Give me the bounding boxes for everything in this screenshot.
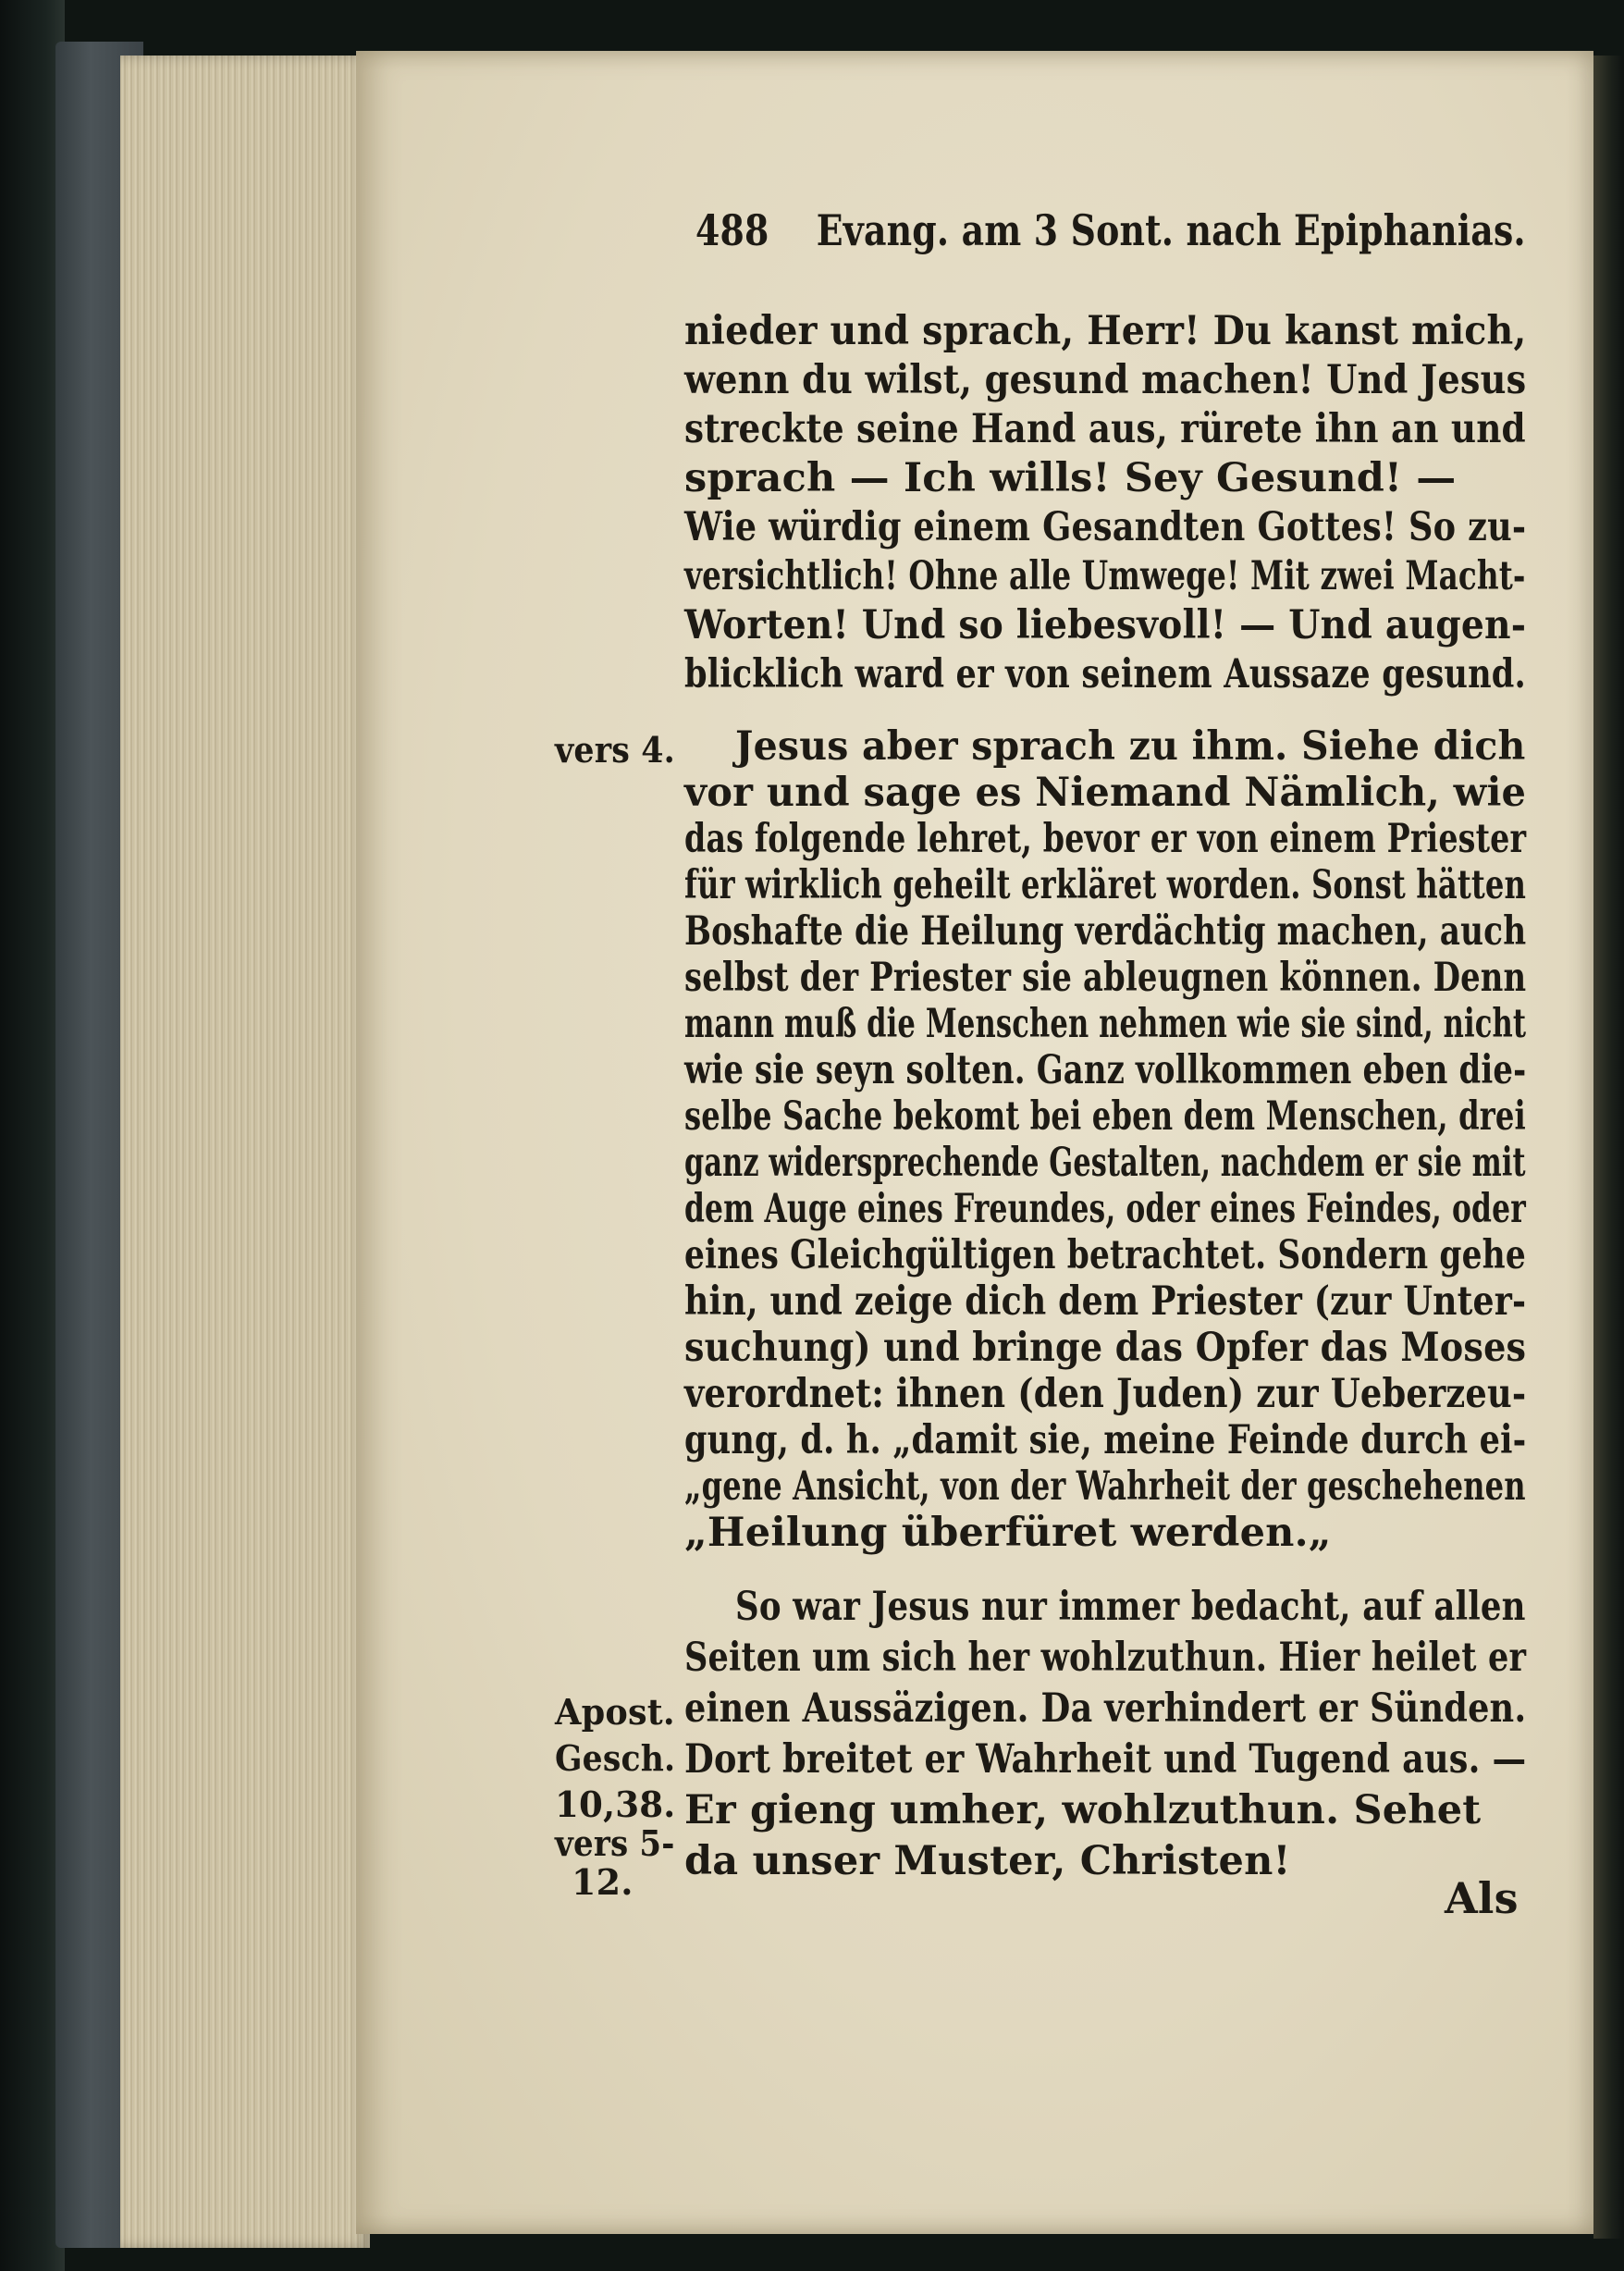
text-line: wie sie seyn solten. Ganz vollkommen eben die- — [684, 1047, 1527, 1093]
text-line: „Heilung überfüret werden.„ — [684, 1510, 1332, 1556]
text-line: selbst der Priester sie ableugnen können. Denn — [684, 955, 1527, 1001]
margin-note: Gesch. — [555, 1737, 676, 1779]
text-line: Worten! Und so liebesvoll! — Und augen- — [684, 602, 1527, 648]
margin-note: vers 4. — [555, 729, 675, 771]
text-line: suchung) und bringe das Opfer das Moses — [684, 1325, 1527, 1371]
margin-note: 10,38. — [555, 1783, 676, 1825]
running-header — [695, 205, 1526, 255]
running-title: Evang. am 3 Sont. nach Epiphanias. — [816, 205, 1526, 255]
text-line: blicklich ward er von seinem Aussaze gesund. — [684, 651, 1526, 697]
page-stack-edges — [120, 56, 370, 2248]
text-line: Er gieng umher, wohlzuthun. Sehet — [684, 1787, 1482, 1833]
text-line: „gene Ansicht, von der Wahrheit der geschehenen — [684, 1463, 1526, 1510]
text-line: gung, d. h. „damit sie, meine Feinde durch ei- — [684, 1417, 1527, 1463]
text-line: Dort breitet er Wahrheit und Tugend aus. — — [684, 1736, 1527, 1783]
text-line: Jesus aber sprach zu ihm. Siehe dich — [735, 723, 1526, 770]
text-line: streckte seine Hand aus, rürete ihn an und — [684, 406, 1526, 452]
text-line: selbe Sache bekomt bei eben dem Menschen, drei — [684, 1093, 1526, 1140]
text-line: da unser Muster, Christen! — [684, 1838, 1291, 1884]
margin-note: Apost. — [555, 1691, 675, 1733]
text-line: eines Gleichgültigen betrachtet. Sondern gehe — [684, 1232, 1526, 1278]
text-line: Seiten um sich her wohlzuthun. Hier heilet er — [684, 1635, 1527, 1681]
text-line: verordnet: ihnen (den Juden) zur Ueberzeu- — [684, 1371, 1527, 1417]
margin-note: vers 5- — [555, 1822, 675, 1864]
text-line: Boshafte die Heilung verdächtig machen, auch — [684, 908, 1527, 955]
text-line: sprach — Ich wills! Sey Gesund! — — [684, 455, 1457, 501]
text-line: hin, und zeige dich dem Priester (zur Unter- — [684, 1278, 1527, 1325]
text-line: versichtlich! Ohne alle Umwege! Mit zwei Macht- — [684, 553, 1526, 599]
text-line: So war Jesus nur immer bedacht, auf allen — [735, 1584, 1526, 1630]
catchword: Als — [1445, 1873, 1519, 1923]
text-line: dem Auge eines Freundes, oder eines Feindes, oder — [684, 1186, 1526, 1232]
text-line: das folgende lehret, bevor er von einem Priester — [684, 816, 1527, 862]
text-line: mann muß die Menschen nehmen wie sie sind, nicht — [684, 1001, 1527, 1047]
text-line: einen Aussäzigen. Da verhindert er Sünden. — [684, 1685, 1527, 1732]
facing-page-edge — [1593, 56, 1624, 2239]
text-line: Wie würdig einem Gesandten Gottes! So zu- — [684, 504, 1527, 550]
text-line: vor und sage es Niemand Nämlich, wie — [684, 770, 1527, 816]
text-line: ganz widersprechende Gestalten, nachdem er sie mit — [684, 1140, 1526, 1186]
text-line: für wirklich geheilt erkläret worden. Sonst hätten — [684, 862, 1527, 908]
text-line: wenn du wilst, gesund machen! Und Jesus — [684, 357, 1527, 403]
text-line: nieder und sprach, Herr! Du kanst mich, — [684, 308, 1527, 354]
page-number: 488 — [695, 205, 769, 255]
margin-note: 12. — [572, 1861, 634, 1903]
